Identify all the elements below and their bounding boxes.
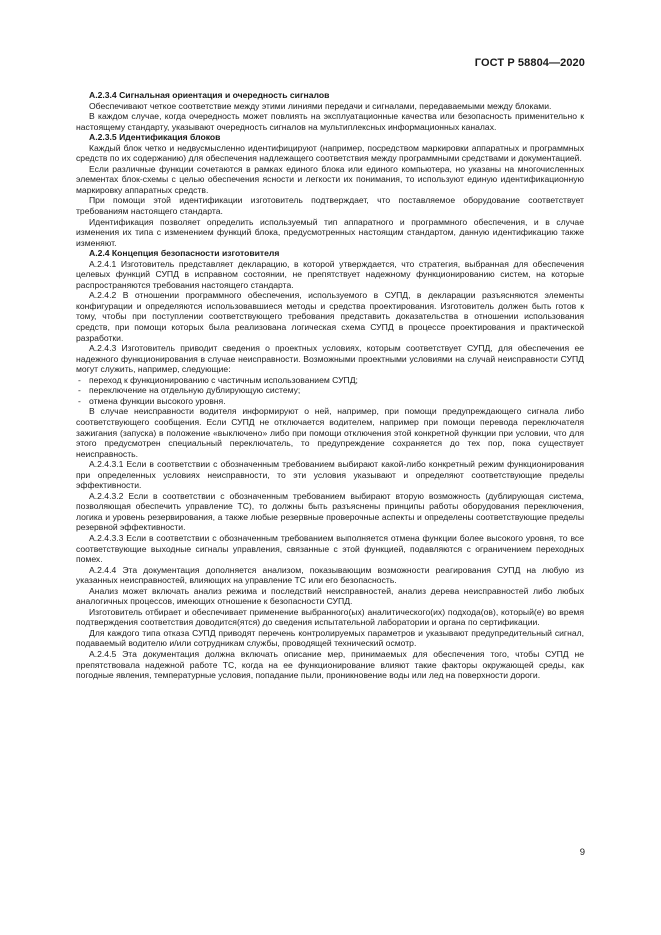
list-dash: - bbox=[78, 395, 81, 406]
section-heading: А.2.3.5 Идентификация блоков bbox=[89, 132, 221, 143]
list-item-text: отмена функции высокого уровня. bbox=[89, 395, 226, 406]
document-body bbox=[76, 90, 584, 681]
paragraph: А.2.4.3.3 Если в соответствии с обозначенным требованием выполняется отмена функции более высокого уровня, то все соответствующие выходные сигналы управления, связанные с этой функцией, подавляются с ограничением переходных помех. bbox=[76, 532, 584, 565]
list-dash: - bbox=[78, 385, 81, 396]
paragraph: А.2.4.3.2 Если в соответствии с обозначенным требованием выбирают вторую возможность (дублирующая система, позволяющая обеспечить управление ТС), то должны быть разъяснены принципы работы оборудования переключения, логика и уровень резервирования, а также любые резервные проверочные аспекты и определены соответствующие пределы резервной эффективности. bbox=[76, 490, 584, 533]
paragraph: Обеспечивают четкое соответствие между этими линиями передачи и сигналами, передаваемыми между блоками. bbox=[89, 100, 552, 111]
section-heading: А.2.4 Концепция безопасности изготовителя bbox=[89, 248, 280, 259]
paragraph: А.2.4.5 Эта документация должна включать описание мер, принимаемых для обеспечения того, чтобы СУПД не препятствовала надежной работе ТС, когда на ее функционирование влияют такие факторы окружающей среды, как погодные явления, температурные условия, попадание пыли, проникновение воды или лед на поверхности дороги. bbox=[76, 648, 584, 681]
paragraph: Каждый блок четко и недвусмысленно идентифицируют (например, посредством маркировки аппаратных и программных средств по их содержанию) для обеспечения надлежащего соответствия между программными средствами и документацией. bbox=[76, 142, 584, 164]
bullet-list bbox=[76, 375, 584, 407]
list-item bbox=[76, 375, 584, 386]
paragraph: А.2.4.3.1 Если в соответствии с обозначенным требованием выбирают какой-либо конкретный режим функционирования при определенных условиях неисправности, то эти условия указывают и определяют соответствующие пределы эффективности. bbox=[76, 459, 584, 491]
paragraph: В каждом случае, когда очередность может повлиять на эксплуатационные качества или безопасность применительно к настоящему стандарту, указывают очередность сигналов на мультиплексных информационных каналах. bbox=[76, 111, 584, 132]
paragraph: Если различные функции сочетаются в рамках единого блока или единого компьютера, но указаны на многочисленных элементах блок-схемы с целью обеспечения ясности и легкости их понимания, то используют единую идентификационную маркировку аппаратных средств. bbox=[76, 163, 584, 195]
paragraph: Идентификация позволяет определить используемый тип аппаратного и программного обеспечения, и в случае изменения их типа с изменением функций блока, предусмотренных настоящим стандартом, данную идентификацию также изменяют. bbox=[76, 216, 584, 248]
paragraph: Анализ может включать анализ режима и последствий неисправностей, анализ дерева неисправностей либо любых аналогичных процессов, имеющих отношение к безопасности СУПД. bbox=[76, 585, 584, 607]
paragraph: При помощи этой идентификации изготовитель подтверждает, что поставляемое оборудование соответствует требованиям настоящего стандарта. bbox=[76, 195, 584, 217]
paragraph: А.2.4.3 Изготовитель приводит сведения о проектных условиях, которым соответствует СУПД, для обеспечения ее надежного функционирования в случае неисправности. Возможными проектными условиями на случай неисправности СУПД могут служить, например, следующие: bbox=[76, 343, 584, 375]
list-item-text: переключение на отдельную дублирующую систему; bbox=[89, 385, 301, 396]
list-item bbox=[76, 396, 584, 407]
list-item-text: переход к функционированию с частичным использованием СУПД; bbox=[89, 374, 358, 385]
list-dash: - bbox=[78, 374, 81, 385]
list-item bbox=[76, 385, 584, 396]
paragraph: Для каждого типа отказа СУПД приводят перечень контролируемых параметров и указывают предупредительный сигнал, подаваемый водителю и/или сотрудникам службы, проводящей технический осмотр. bbox=[76, 627, 584, 649]
standard-designation: ГОСТ Р 58804—2020 bbox=[474, 57, 585, 69]
paragraph: А.2.4.4 Эта документация дополняется анализом, показывающим возможности реагирования СУПД на любую из указанных неисправностей, влияющих на управление ТС или его безопасность. bbox=[76, 564, 584, 586]
paragraph: В случае неисправности водителя информируют о ней, например, при помощи предупреждающего сигнала либо соответствующего сообщения. Если СУПД не отключается водителем, например при помощи перевода переключателя зажигания (запуска) в положение «выключено» либо при помощи отключения этой конкретной функции при условии, что для этого предусмотрен специальный переключатель, то предупреждение сохраняется до тех пор, пока существует неисправность. bbox=[76, 406, 584, 459]
paragraph: А.2.4.1 Изготовитель представляет декларацию, в которой утверждается, что стратегия, выбранная для обеспечения целевых функций СУПД в исправном состоянии, не препятствует надежному функционированию систем, на которые распространяются требования настоящего стандарта. bbox=[76, 258, 584, 290]
section-heading: А.2.3.4 Сигнальная ориентация и очередность сигналов bbox=[89, 90, 330, 100]
paragraph: Изготовитель отбирает и обеспечивает применение выбранного(ых) аналитического(их) подхода(ов), который(е) во время подтверждения соответствия доводится(ятся) до сведения испытательной лаборатории и органа по сертификации. bbox=[76, 606, 584, 628]
page-number: 9 bbox=[579, 847, 585, 858]
paragraph: А.2.4.2 В отношении программного обеспечения, используемого в СУПД, в декларации разъясняются элементы конфигурации и определяются использовавшиеся методы и средства проектирования. Изготовитель должен быть готов к тому, чтобы при поступлении соответствующего требования представить доказательства в отношении использования средств, при помощи которых была реализована логическая схема СУПД в процессе проектирования и практической разработки. bbox=[76, 290, 584, 343]
